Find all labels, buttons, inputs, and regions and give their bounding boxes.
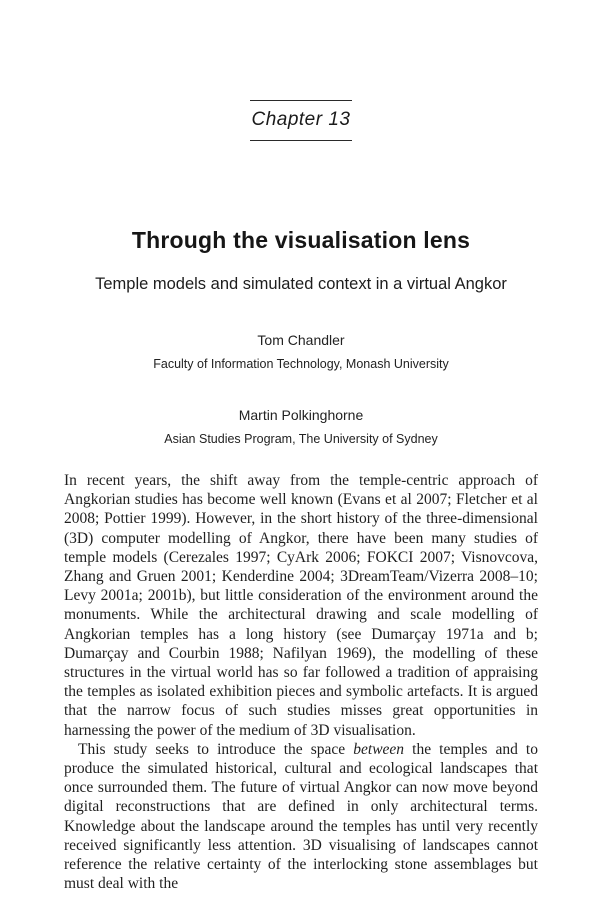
body-paragraph — [64, 740, 538, 894]
chapter-label: Chapter 13 — [251, 109, 351, 130]
page-subtitle: Temple models and simulated context in a virtual Angkor — [95, 275, 507, 293]
body-run: This study seeks to introduce the space — [78, 740, 354, 758]
author-affiliation: Faculty of Information Technology, Monash University — [153, 357, 449, 371]
body-run: the temples and to produce the simulated historical, cultural and ecological landscapes that once surrounded them. The future of virtual Angkor can now move beyond digital reconstructions that are defined in only architectural terms. Knowledge about the landscape around the temples has until very recently received significantly less attention. 3D visualising of landscapes cannot reference the relative certainty of the interlocking stone assemblages but must deal with the — [64, 740, 538, 893]
body-run-italic: between — [353, 740, 405, 758]
body-text — [64, 471, 538, 893]
body-run: In recent years, the shift away from the temple-centric approach of Angkorian studies has become well known (Evans et al 2007; Fletcher et al 2008; Pottier 1999). However, in the short history of the three-dimensional (3D) computer modelling of Angkor, there have been many studies of temple models (Cerezales 1997; CyArk 2006; FOKCI 2007; Visnovcova, Zhang and Gruen 2001; Kenderdine 2004; 3DreamTeam/Vizerra 2008–10; Levy 2001a; 2001b), but little consideration of the environment around the monuments. While the architectural drawing and scale modelling of Angkorian temples has a long history (see Dumarçay 1971a and b; Dumarçay and Courbin 1988; Nafilyan 1969), the modelling of these structures in the virtual world has so far followed a tradition of appraising the temples as isolated exhibition pieces and symbolic artefacts. It is argued that the narrow focus of such studies misses great opportunities in harnessing the power of the medium of 3D visualisation. — [64, 472, 538, 739]
chapter-heading — [250, 100, 352, 141]
page-title: Through the visualisation lens — [131, 227, 471, 253]
author-name: Martin Polkinghorne — [238, 407, 364, 423]
author-affiliation: Asian Studies Program, The University of Sydney — [164, 432, 438, 446]
author-block-2 — [0, 407, 602, 446]
author-block-1 — [0, 332, 602, 371]
body-paragraph — [64, 471, 538, 740]
author-name: Tom Chandler — [257, 332, 345, 348]
